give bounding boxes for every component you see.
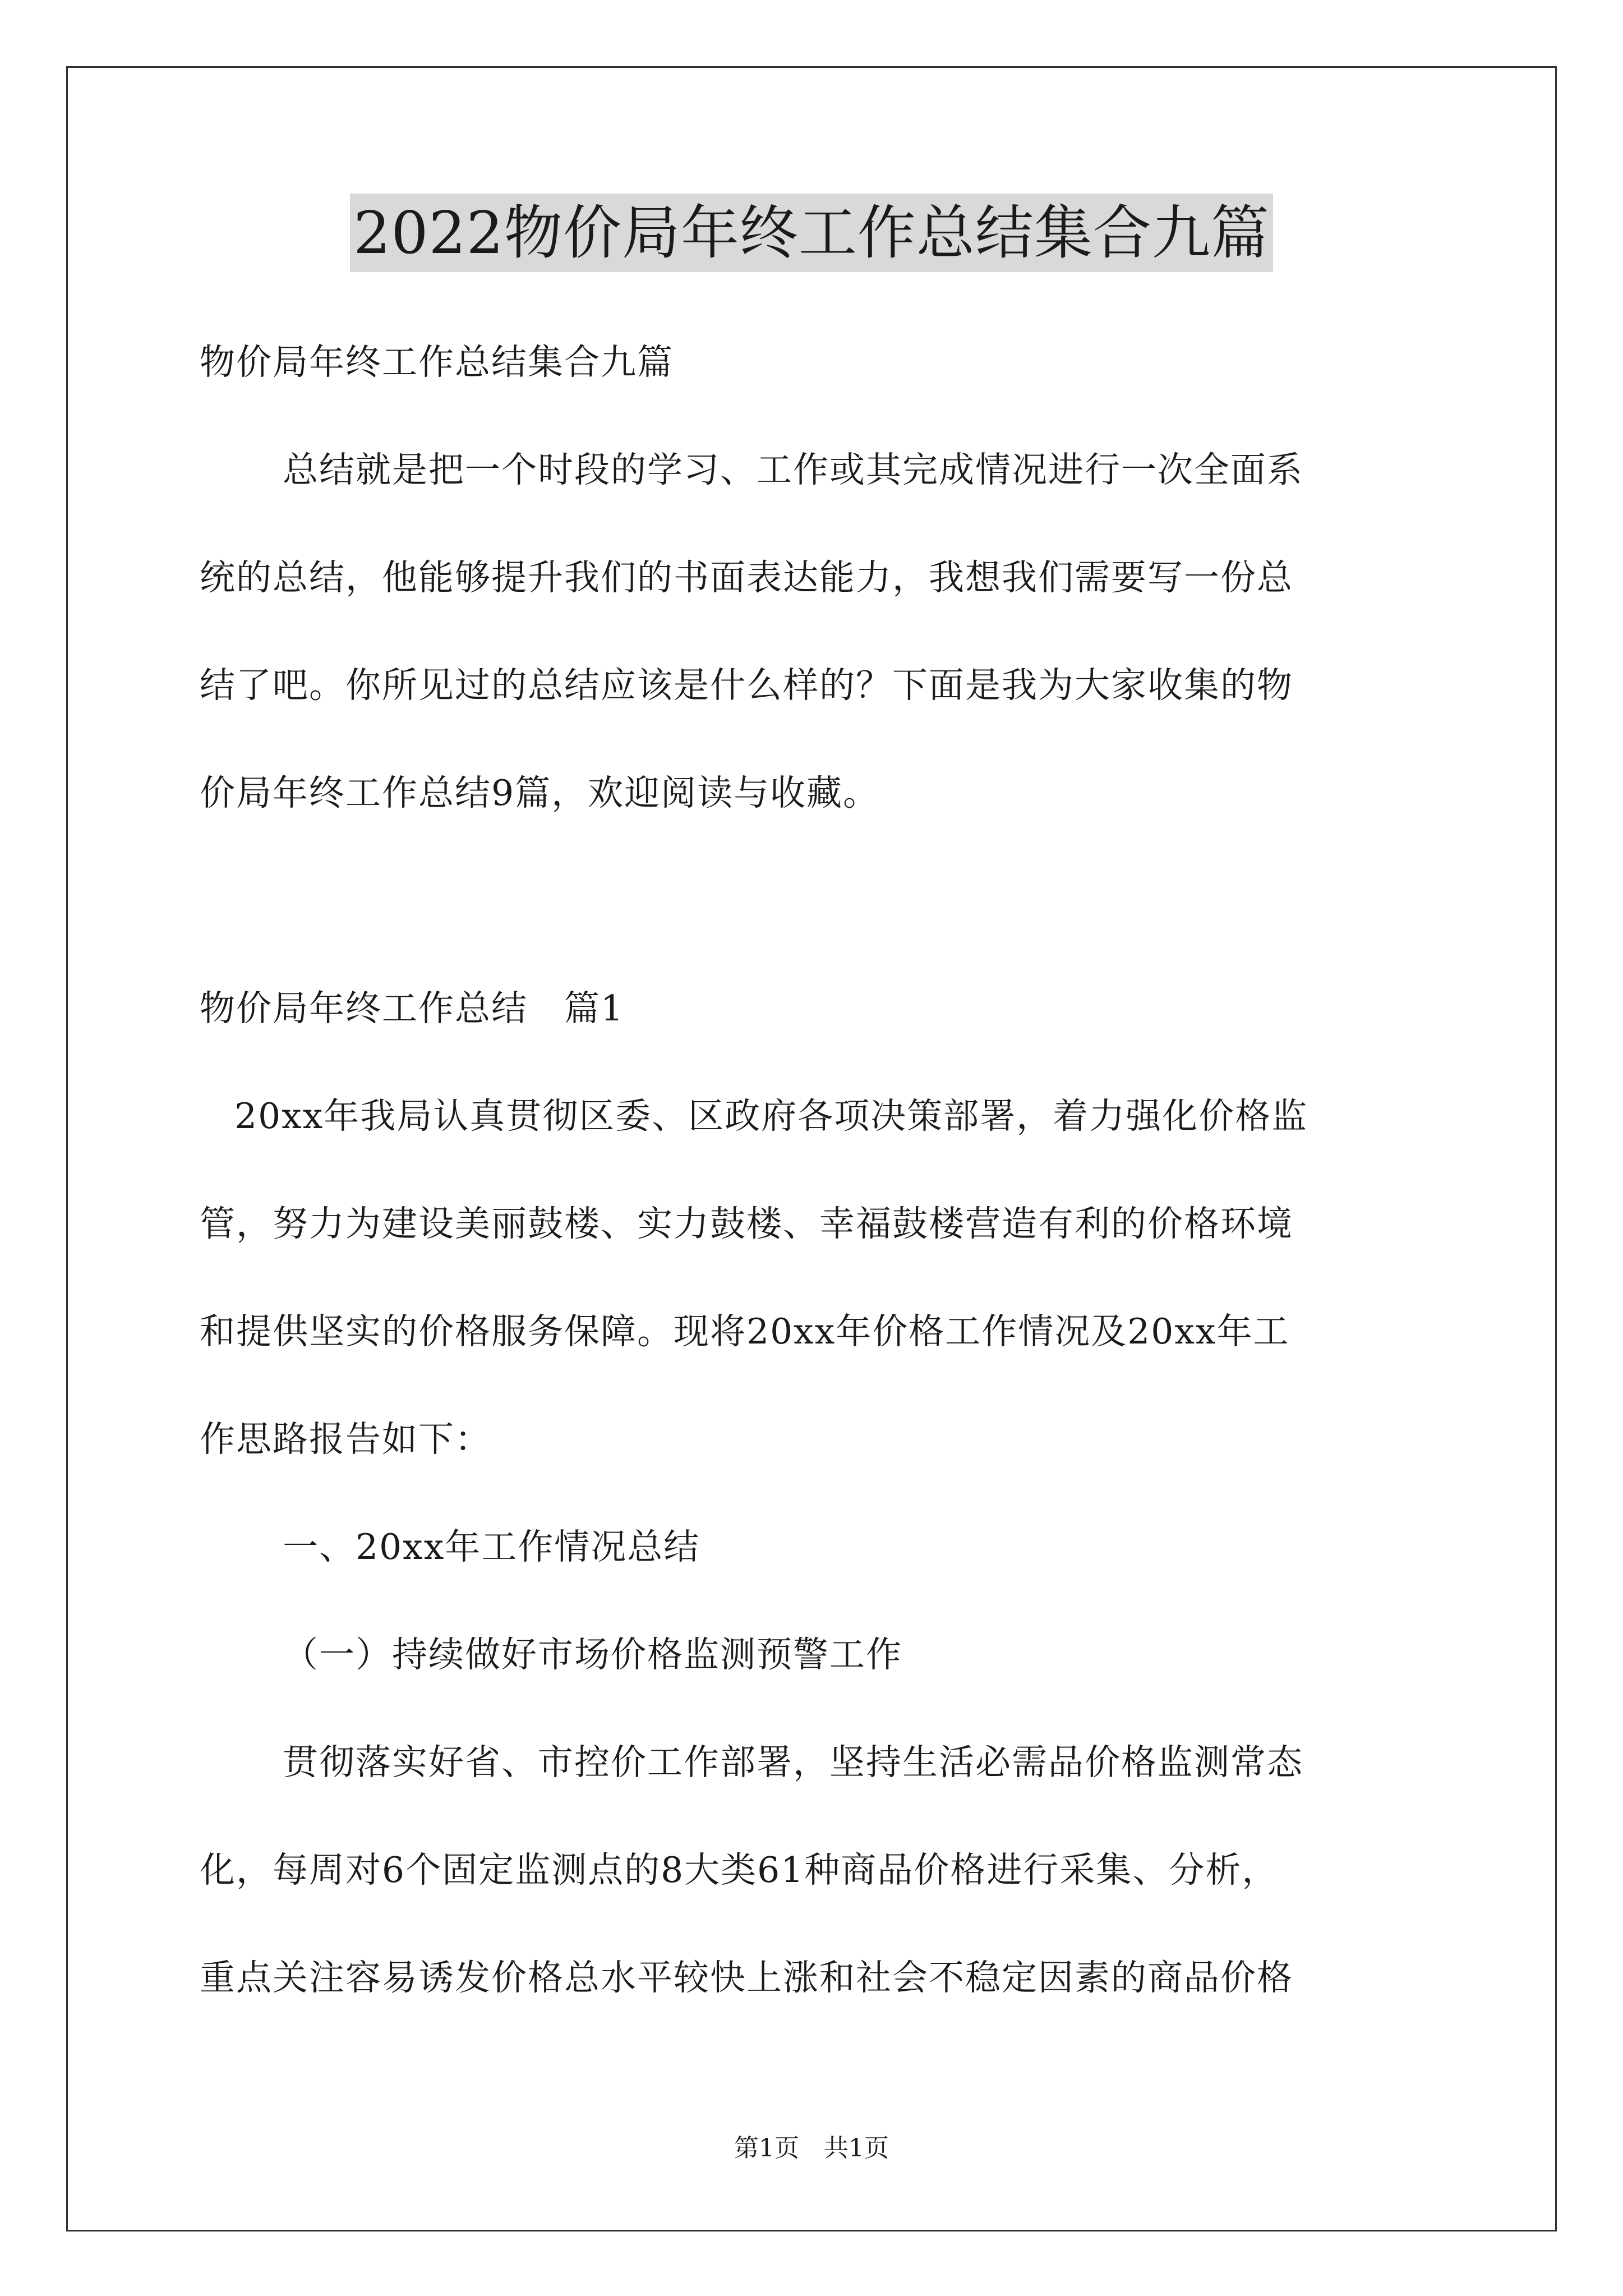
title-container (0, 194, 1623, 272)
paragraph-line: 和提供坚实的价格服务保障。现将20xx年价格工作情况及20xx年工 (200, 1311, 1290, 1352)
intro-line: 统的总结，他能够提升我们的书面表达能力，我想我们需要写一份总 (200, 557, 1293, 598)
paragraph-line: 化，每周对6个固定监测点的8大类61种商品价格进行采集、分析， (200, 1849, 1279, 1890)
paragraph-line: 作思路报告如下： (200, 1419, 491, 1460)
spacer (200, 847, 1433, 955)
paragraph-line: 管，努力为建设美丽鼓楼、实力鼓楼、幸福鼓楼营造有利的价格环境 (200, 1203, 1293, 1244)
intro-line: 结了吧。你所见过的总结应该是什么样的？下面是我为大家收集的物 (200, 665, 1293, 706)
document-body (200, 309, 1433, 2032)
subheading: 一、20xx年工作情况总结 (283, 1526, 700, 1567)
page-footer: 第1页 共1页 (734, 2134, 889, 2162)
document-title: 2022物价局年终工作总结集合九篇 (350, 194, 1273, 272)
section-heading: 物价局年终工作总结 篇1 (200, 988, 625, 1029)
subheading: （一）持续做好市场价格监测预警工作 (283, 1634, 902, 1675)
intro-line: 总结就是把一个时段的学习、工作或其完成情况进行一次全面系 (283, 449, 1303, 490)
document-subtitle: 物价局年终工作总结集合九篇 (200, 342, 674, 383)
paragraph-line: 贯彻落实好省、市控价工作部署，坚持生活必需品价格监测常态 (283, 1742, 1303, 1783)
intro-line: 价局年终工作总结9篇，欢迎阅读与收藏。 (200, 772, 880, 813)
paragraph-line: 20xx年我局认真贯彻区委、区政府各项决策部署，着力强化价格监 (234, 1096, 1308, 1137)
paragraph-line: 重点关注容易诱发价格总水平较快上涨和社会不稳定因素的商品价格 (200, 1957, 1293, 1998)
